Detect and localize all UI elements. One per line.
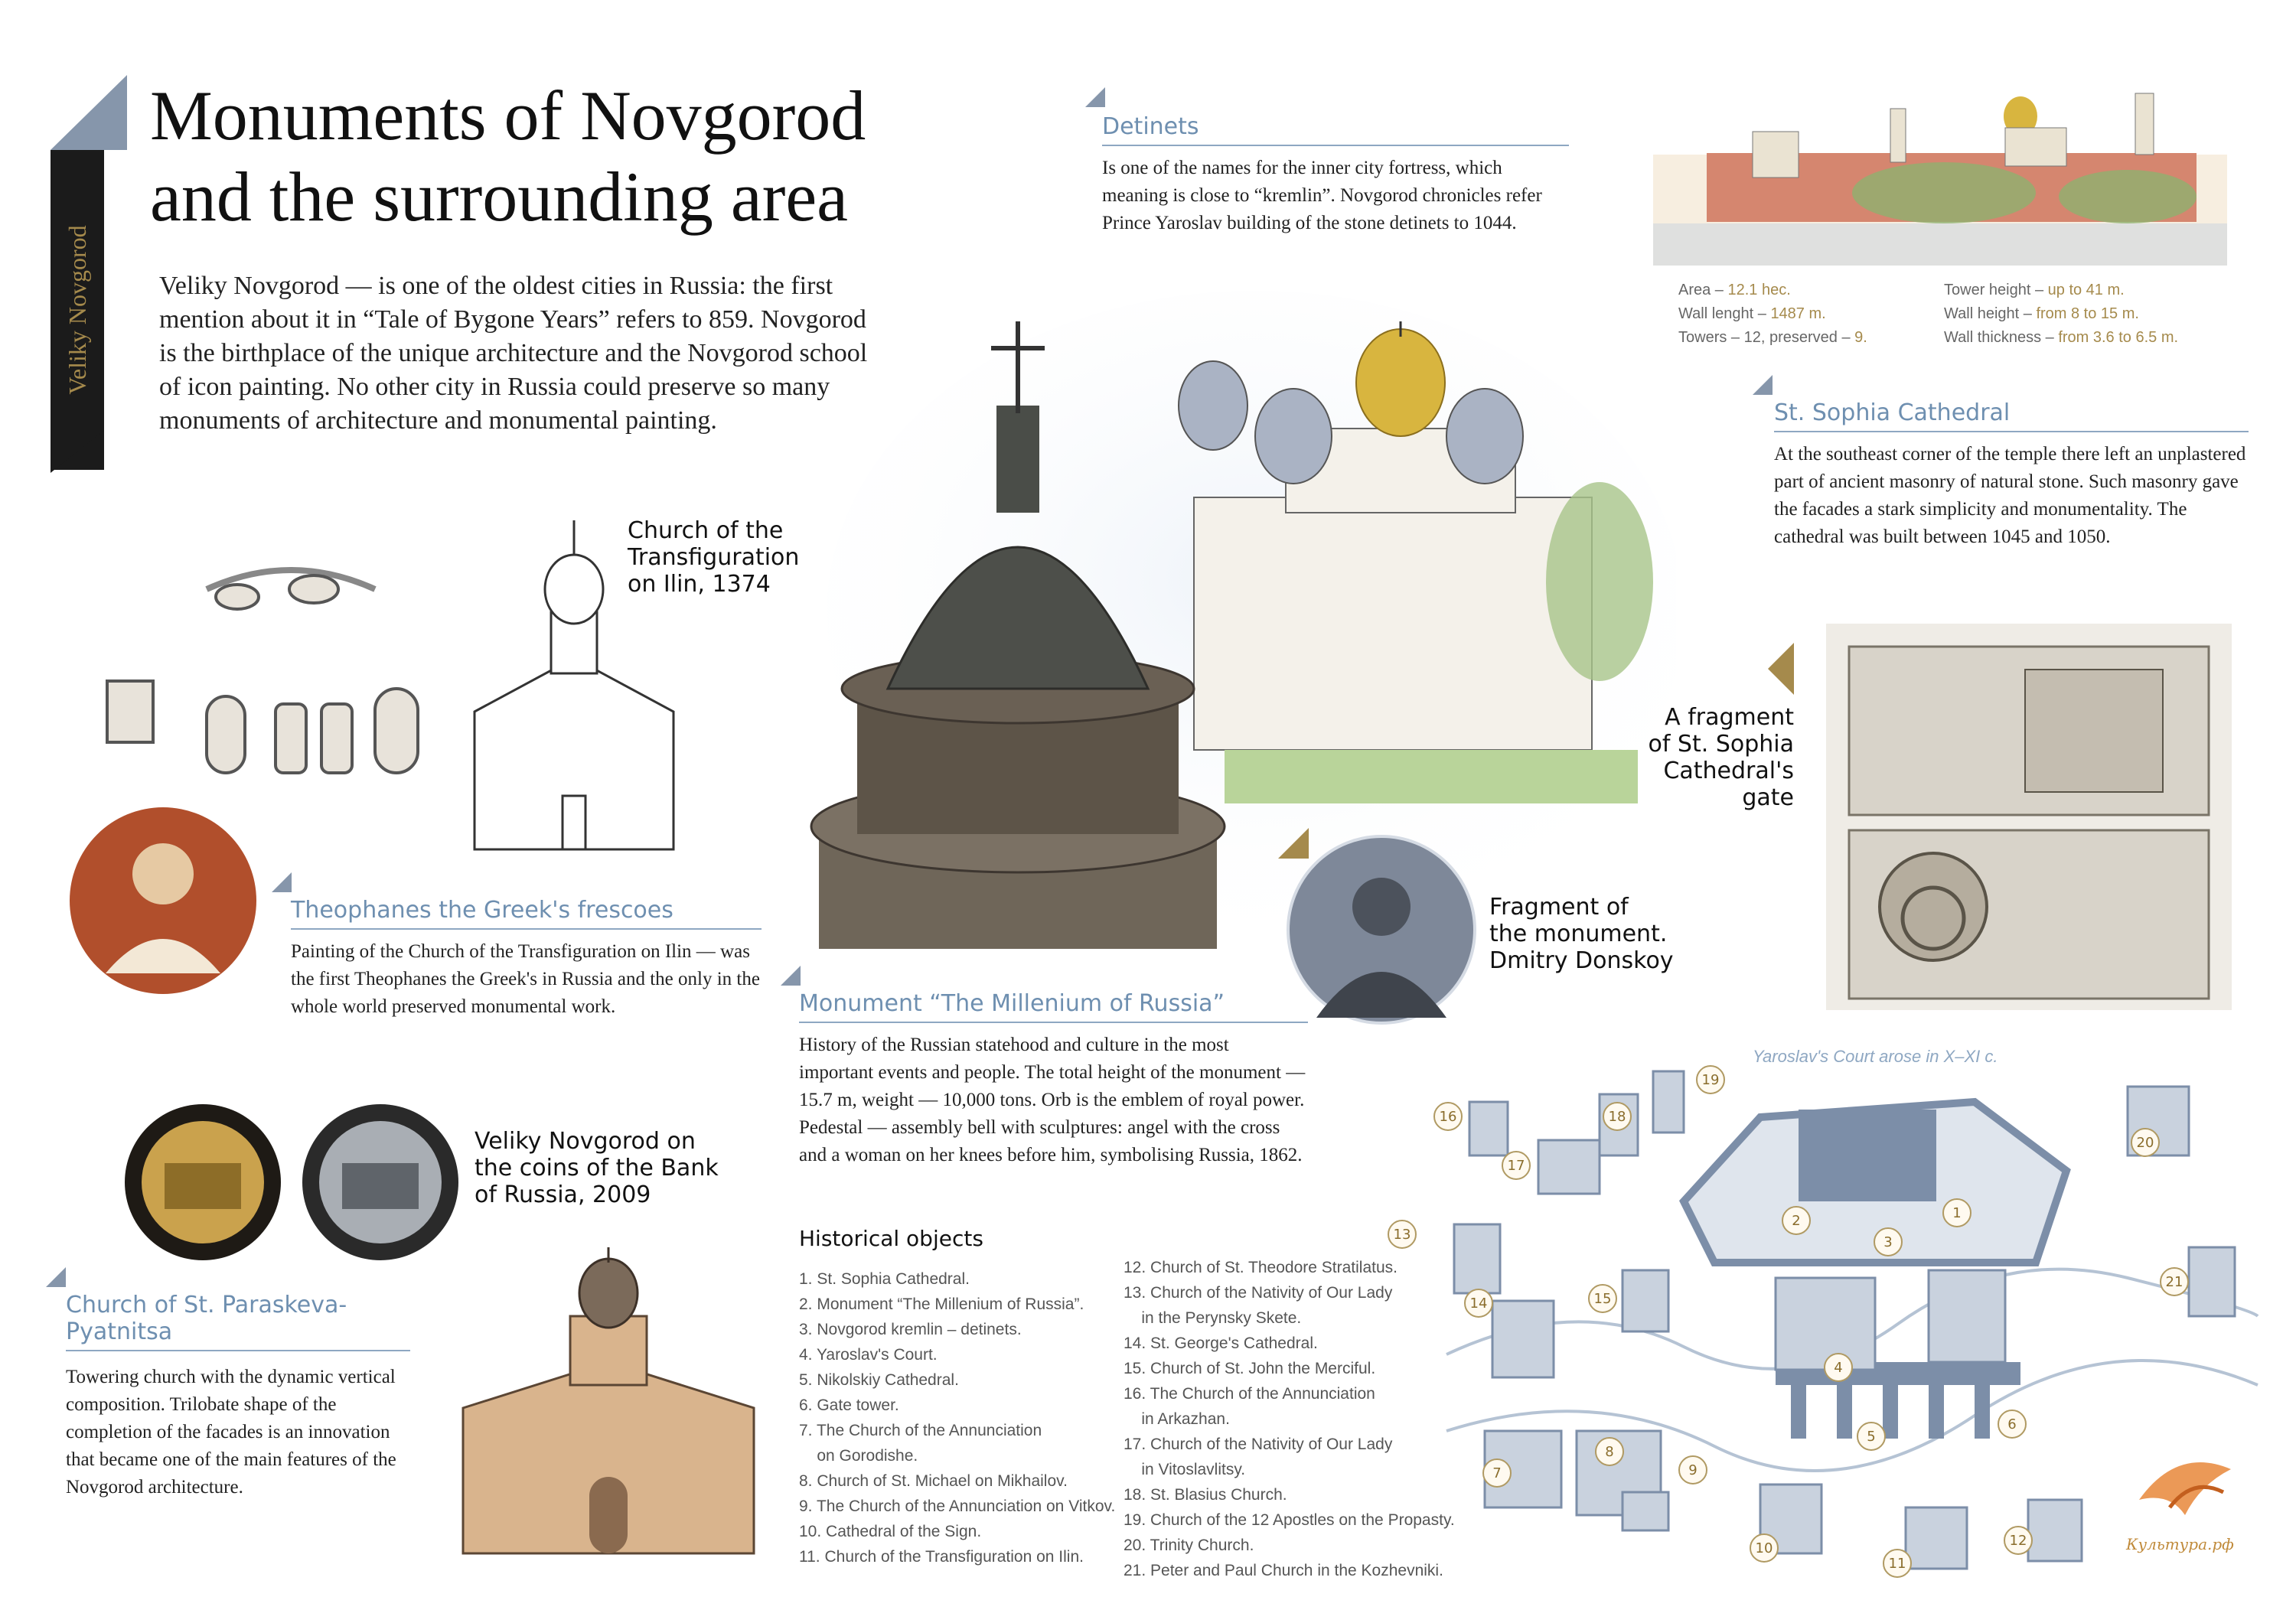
sophia-title: St. Sophia Cathedral [1774,399,2249,432]
donskoy-caption: Fragment of the monument. Dmitry Donskoy [1489,894,1674,974]
ribbon-top-triangle [51,75,127,150]
gate-caption: A fragment of St. Sophia Cathedral's gate [1648,704,1794,811]
millenium-monument-illustration [796,291,1676,964]
historical-item: 12. Church of St. Theodore Stratilatus. [1124,1259,1397,1276]
sophia-body: At the southeast corner of the temple there left an unplastered part of ancient masonry of natural stone. Such masonry gave the facades a stark simplicity and monumentality. The cathedral was built between 1045 and 1050. [1774,444,2246,547]
map-marker: 10 [1750,1533,1779,1563]
historical-item: 17. Church of the Nativity of Our Lady in Vitoslavlitsy. [1124,1436,1393,1478]
millenium-title: Monument “The Millenium of Russia” [799,990,1308,1023]
historical-item: 15. Church of St. John the Merciful. [1124,1360,1376,1377]
historical-item: 14. St. George's Cathedral. [1124,1335,1318,1352]
coins-caption: Veliky Novgorod on the coins of the Bank of Russia, 2009 [475,1128,719,1208]
map-marker: 1 [1942,1198,1971,1227]
donskoy-medallion [1286,834,1477,1025]
historical-item: 21. Peter and Paul Church in the Kozhevniki. [1124,1562,1443,1579]
historical-item: 3. Novgorod kremlin – detinets. [799,1321,1022,1338]
millenium-marker [781,966,801,986]
detinets-marker [1085,87,1105,107]
map-marker: 12 [2004,1526,2033,1555]
historical-item: 8. Church of St. Michael on Mikhailov. [799,1472,1068,1490]
gate-marker [1768,643,1794,695]
paraskeva-title: Church of St. Paraskeva- Pyatnitsa [66,1292,410,1351]
stat-tower-height: Tower height – up to 41 m. [1944,282,2125,298]
gold-coin [122,1102,283,1263]
historical-item: 16. The Church of the Annunciation in Arkazhan. [1124,1385,1375,1428]
stat-wall-thickness: Wall thickness – from 3.6 to 6.5 m. [1944,329,2179,346]
map-marker: 3 [1874,1227,1903,1256]
paraskeva-body: Towering church with the dynamic vertical composition. Trilobate shape of the completion of the facades is an innovation that became one of the main features of the Novgorod architecture. [66,1367,396,1498]
historical-list-2 [1124,1255,1455,1583]
historical-item: 19. Church of the 12 Apostles on the Propasty. [1124,1511,1455,1529]
sophia-gate-illustration [1818,616,2239,1018]
stat-towers: Towers – 12, preserved – 9. [1678,329,1867,346]
map-marker: 20 [2131,1128,2160,1157]
map-marker: 14 [1464,1289,1493,1318]
silver-coin [300,1102,461,1263]
sophia-marker [1753,375,1773,395]
map-marker: 11 [1883,1549,1912,1578]
detinets-title: Detinets [1102,113,1569,146]
map-marker: 17 [1502,1151,1531,1180]
historical-item: 4. Yaroslav's Court. [799,1346,938,1364]
map-marker: 19 [1696,1065,1725,1094]
ribbon-bottom-cut [51,430,104,473]
side-ribbon [51,150,104,470]
ilin-church-drawing [459,513,696,857]
page-title: Monuments of Novgorod and the surrounding area [150,77,866,236]
map-marker: 13 [1388,1220,1417,1249]
theophanes-body: Painting of the Church of the Transfiguration on Ilin — was the first Theophanes the Greek's in Russia and the only in the whole world preserved monumental work. [291,941,760,1017]
map-note: Yaroslav's Court arose in X–XI c. [1753,1047,1998,1066]
map-marker: 21 [2160,1267,2189,1296]
map-marker: 4 [1824,1353,1853,1382]
historical-item: 1. St. Sophia Cathedral. [799,1270,970,1288]
historical-item: 5. Nikolskiy Cathedral. [799,1371,959,1389]
paraskeva-church-illustration [440,1247,777,1561]
historical-item: 2. Monument “The Millenium of Russia”. [799,1295,1084,1313]
detinets-body: Is one of the names for the inner city fortress, which meaning is close to “kremlin”. Novgorod chronicles refer Prince Yaroslav building of the stone detinets to 1044. [1102,158,1542,233]
logo-text: Культура.рф [2126,1535,2234,1553]
stat-area: Area – 12.1 hec. [1678,282,1791,298]
historical-item: 10. Cathedral of the Sign. [799,1523,982,1540]
map-marker: 18 [1603,1102,1632,1131]
millenium-body: History of the Russian statehood and culture in the most important events and people. The total height of the monument — 15.7 m, weight — 10,000 tons. Orb is the emblem of royal power. Pedestal — assembly bell with sculptures: angel with the cross and a woman on her knees before him, symbolising Russia, 1862. [799,1035,1306,1165]
historical-item: 6. Gate tower. [799,1396,899,1414]
map-marker: 2 [1782,1206,1811,1235]
stat-wall-height: Wall height – from 8 to 15 m. [1944,305,2139,322]
theophanes-marker [272,872,292,892]
historical-item: 11. Church of the Transfiguration on Ilin. [799,1548,1084,1566]
fresco-ornaments-illustration [92,536,444,796]
map-marker: 9 [1678,1455,1707,1484]
ribbon-label: Veliky Novgorod [63,225,91,395]
historical-item: 13. Church of the Nativity of Our Lady in the Perynsky Skete. [1124,1284,1393,1327]
kremlin-panorama-illustration [1653,63,2227,266]
firebird-logo [2124,1439,2239,1530]
historical-title: Historical objects [799,1226,983,1251]
fresco-angel-medallion [67,805,259,996]
ilin-caption: Church of the Transfiguration on Ilin, 1374 [628,517,800,598]
theophanes-title: Theophanes the Greek's frescoes [291,897,762,930]
paraskeva-marker [46,1267,66,1287]
historical-item: 9. The Church of the Annunciation on Vitkov. [799,1498,1116,1515]
map-marker: 5 [1857,1422,1886,1451]
map-marker: 6 [1998,1410,2027,1439]
stats-left [1678,279,1867,350]
historical-list-1 [799,1266,1116,1569]
map-marker: 7 [1482,1458,1512,1488]
map-marker: 8 [1595,1437,1624,1466]
historical-item: 20. Trinity Church. [1124,1537,1254,1554]
historical-item: 18. St. Blasius Church. [1124,1486,1287,1504]
stat-wall-length: Wall lenght – 1487 m. [1678,305,1826,322]
stats-right [1944,279,2178,350]
map-marker: 15 [1588,1284,1617,1313]
historical-item: 7. The Church of the Annunciation on Gorodishe. [799,1422,1042,1465]
intro-text: Veliky Novgorod — is one of the oldest cities in Russia: the first mention about it in “Tale of Bygone Years” refers to 859. Novgorod is the birthplace of the unique architecture and the Novgorod school of icon painting. No other city in Russia could preserve so many monuments of architecture and monumental painting. [159,272,868,435]
map-marker: 16 [1433,1102,1463,1131]
